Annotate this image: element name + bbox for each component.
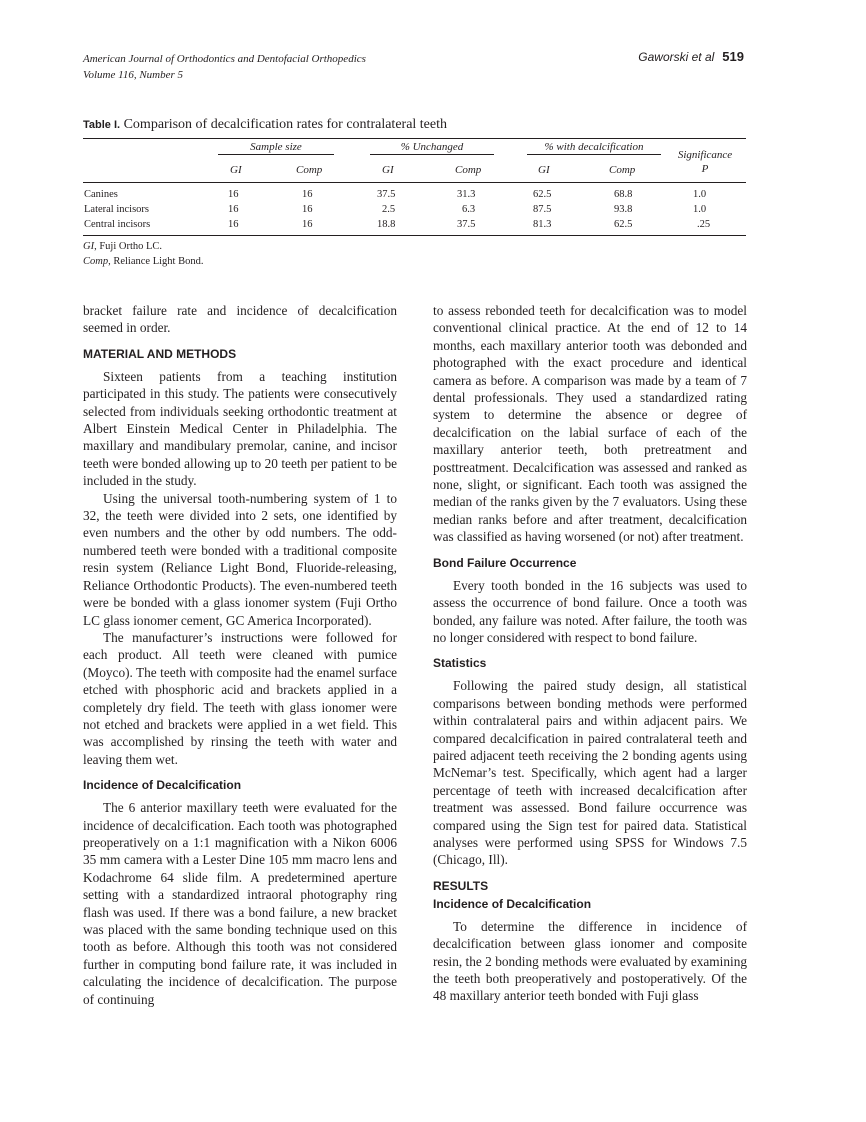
- table-cell: 31.3: [457, 189, 476, 200]
- journal-volume: Volume 116, Number 5: [83, 69, 184, 81]
- table-bottom-rule: [83, 235, 746, 236]
- table-cell: 16: [302, 204, 313, 215]
- table-header-rule: [83, 182, 746, 183]
- page-header-right: [638, 49, 744, 65]
- table-row-label: Canines: [84, 189, 118, 200]
- subsection-heading: Bond Failure Occurrence: [433, 555, 577, 570]
- table-cell: 1.0: [693, 189, 707, 200]
- paragraph: Using the universal tooth-numbering system of 1 to 32, the teeth were divided into 2 sets, one identified by even numbers and the other by odd numbers. The odd-numbered teeth were bonded with a traditional composite resin system (Reliance Light Bond, Fluoride-releasing, Reliance Orthodontic Products). The even-numbered teeth were be bonded with a glass ionomer system (Fuji Ortho LC glass ionomer cement, GC America Incorporated).: [83, 490, 397, 628]
- subheader-gi: GI: [538, 164, 550, 176]
- table-cell: 1.0: [693, 204, 707, 215]
- group-header-decalcification: % with decalcification: [527, 141, 661, 153]
- group-header-sample-size: Sample size: [218, 141, 334, 153]
- group-header-unchanged: % Unchanged: [370, 141, 494, 153]
- subheader-comp: Comp: [296, 164, 323, 176]
- paragraph: Every tooth bonded in the 16 subjects was used to assess the occurrence of bond failure. Once a tooth was bonded, any failure was noted. After failure, the tooth was no longer considered with respect to bond failure.: [433, 577, 747, 645]
- table-cell: 16: [228, 219, 239, 230]
- subheader-gi: GI: [230, 164, 242, 176]
- page-number: 519: [722, 49, 744, 64]
- paragraph: Following the paired study design, all statistical comparisons between bonding methods were performed within contralateral pairs and within adjacent pairs. We compared decalcification in paired contralateral teeth and paired adjacent teeth receiving the 2 bonding agents using McNemar’s test. Specifically, which agent had a larger percentage of teeth with increased decalcification after treatment was assessed. Bond failure occurrence was compared using the Sign test for paired data. Statistical analyses were performed using SPSS for Windows 7.5 (Chicago, Ill).: [433, 678, 747, 868]
- table-cell: 2.5: [382, 204, 396, 215]
- table-row-label: Lateral incisors: [84, 204, 150, 215]
- table-cell: 16: [228, 204, 239, 215]
- journal-title: American Journal of Orthodontics and Dentofacial Orthopedics: [83, 53, 366, 65]
- section-heading: RESULTS: [433, 878, 489, 893]
- paragraph: The 6 anterior maxillary teeth were evaluated for the incidence of decalcification. Each tooth was photographed preoperatively on a 1:1 magnification with a Nikon 6006 35 mm camera with a Lester Dine 105 mm macro lens and Kodachrome 64 slide film. A predetermined aperture setting with a standardized intraoral photography ring flash was used. If there was a bond failure, a new bracket was placed with the same bonding technique used on this tooth as before. Although this tooth was not considered further in computing bond failure rate, it was included in calculating the incidence of decalcification. The purpose of continuing: [83, 800, 397, 1007]
- subsection-heading: Statistics: [433, 656, 487, 671]
- subsection-heading: Incidence of Decalcification: [83, 778, 242, 793]
- significance-header: Significance P: [677, 149, 733, 175]
- paragraph: to assess rebonded teeth for decalcification was to model conventional clinical practice. At the end of 12 to 14 months, each maxillary anterior tooth was debonded and photographed with the exact procedure and identical camera as before. A comparison was made by a team of 7 dental professionals. They used a standardized rating system to determine the absence or degree of decalcification on the labial surface of each of the maxillary anterior teeth, both pretreatment and posttreatment. Decalcification was assessed and ranked as none, slight, or significant. Each tooth was assigned the median of the ranks given by the 7 evaluators. Using these median ranks before and after treatment, decalcification was classified as having worsened (or not) after treatment.: [433, 303, 747, 545]
- subheader-comp: Comp: [609, 164, 636, 176]
- section-heading: MATERIAL AND METHODS: [83, 346, 237, 361]
- table-cell: 68.8: [614, 189, 633, 200]
- paragraph: bracket failure rate and incidence of decalcification seemed in order.: [83, 303, 397, 336]
- table-cell: 16: [228, 189, 239, 200]
- table-cell: 62.5: [533, 189, 552, 200]
- subsection-heading: Incidence of Decalcification: [433, 896, 592, 911]
- subheader-gi: GI: [382, 164, 394, 176]
- table-cell: 81.3: [533, 219, 552, 230]
- table-cell: 37.5: [377, 189, 396, 200]
- table-cell: 37.5: [457, 219, 476, 230]
- table-row-label: Central incisors: [84, 219, 151, 230]
- paragraph: Sixteen patients from a teaching institution participated in this study. The patients were consecutively selected from individuals seeking orthodontic treatment at Albert Einstein Medical Center in Philadelphia. The maxillary and mandibulary premolar, canine, and incisor teeth were bonded allowing up to 20 teeth per patient to be included in the study.: [83, 368, 397, 489]
- table-cell: 6.3: [462, 204, 476, 215]
- table-cell: 16: [302, 219, 313, 230]
- table-footnote: Comp, Reliance Light Bond.: [83, 256, 204, 267]
- paragraph: The manufacturer’s instructions were followed for each product. All teeth were cleaned with pumice (Moyco). The teeth with composite had the enamel surface etched with phosphoric acid and brackets applied in a completely dry field. The teeth with glass ionomer were not etched and brackets were applied in a wet field. This was accomplished by rinsing the teeth with water and leaving them wet.: [83, 629, 397, 767]
- table-cell: 62.5: [614, 219, 633, 230]
- table-top-rule: [83, 138, 746, 139]
- table-cell: 18.8: [377, 219, 396, 230]
- subheader-comp: Comp: [455, 164, 482, 176]
- table-title: Comparison of decalcification rates for contralateral teeth: [123, 117, 448, 132]
- table-footnote: GI, Fuji Ortho LC.: [83, 241, 163, 252]
- right-column: [433, 302, 747, 1005]
- table-cell: 16: [302, 189, 313, 200]
- table-cell: 87.5: [533, 204, 552, 215]
- table-caption: [83, 117, 447, 133]
- left-column: [83, 302, 397, 1008]
- journal-header: [83, 51, 366, 83]
- table-cell: .25: [697, 219, 711, 230]
- running-authors: Gaworski et al: [638, 50, 715, 64]
- table-label: Table I.: [83, 119, 121, 131]
- paragraph: To determine the difference in incidence of decalcification between glass ionomer and composite resin, the 2 bonding methods were evaluated by examining the teeth both preoperatively and postoperatively. Of the 48 maxillary anterior teeth bonded with Fuji glass: [433, 918, 747, 1004]
- table-cell: 93.8: [614, 204, 633, 215]
